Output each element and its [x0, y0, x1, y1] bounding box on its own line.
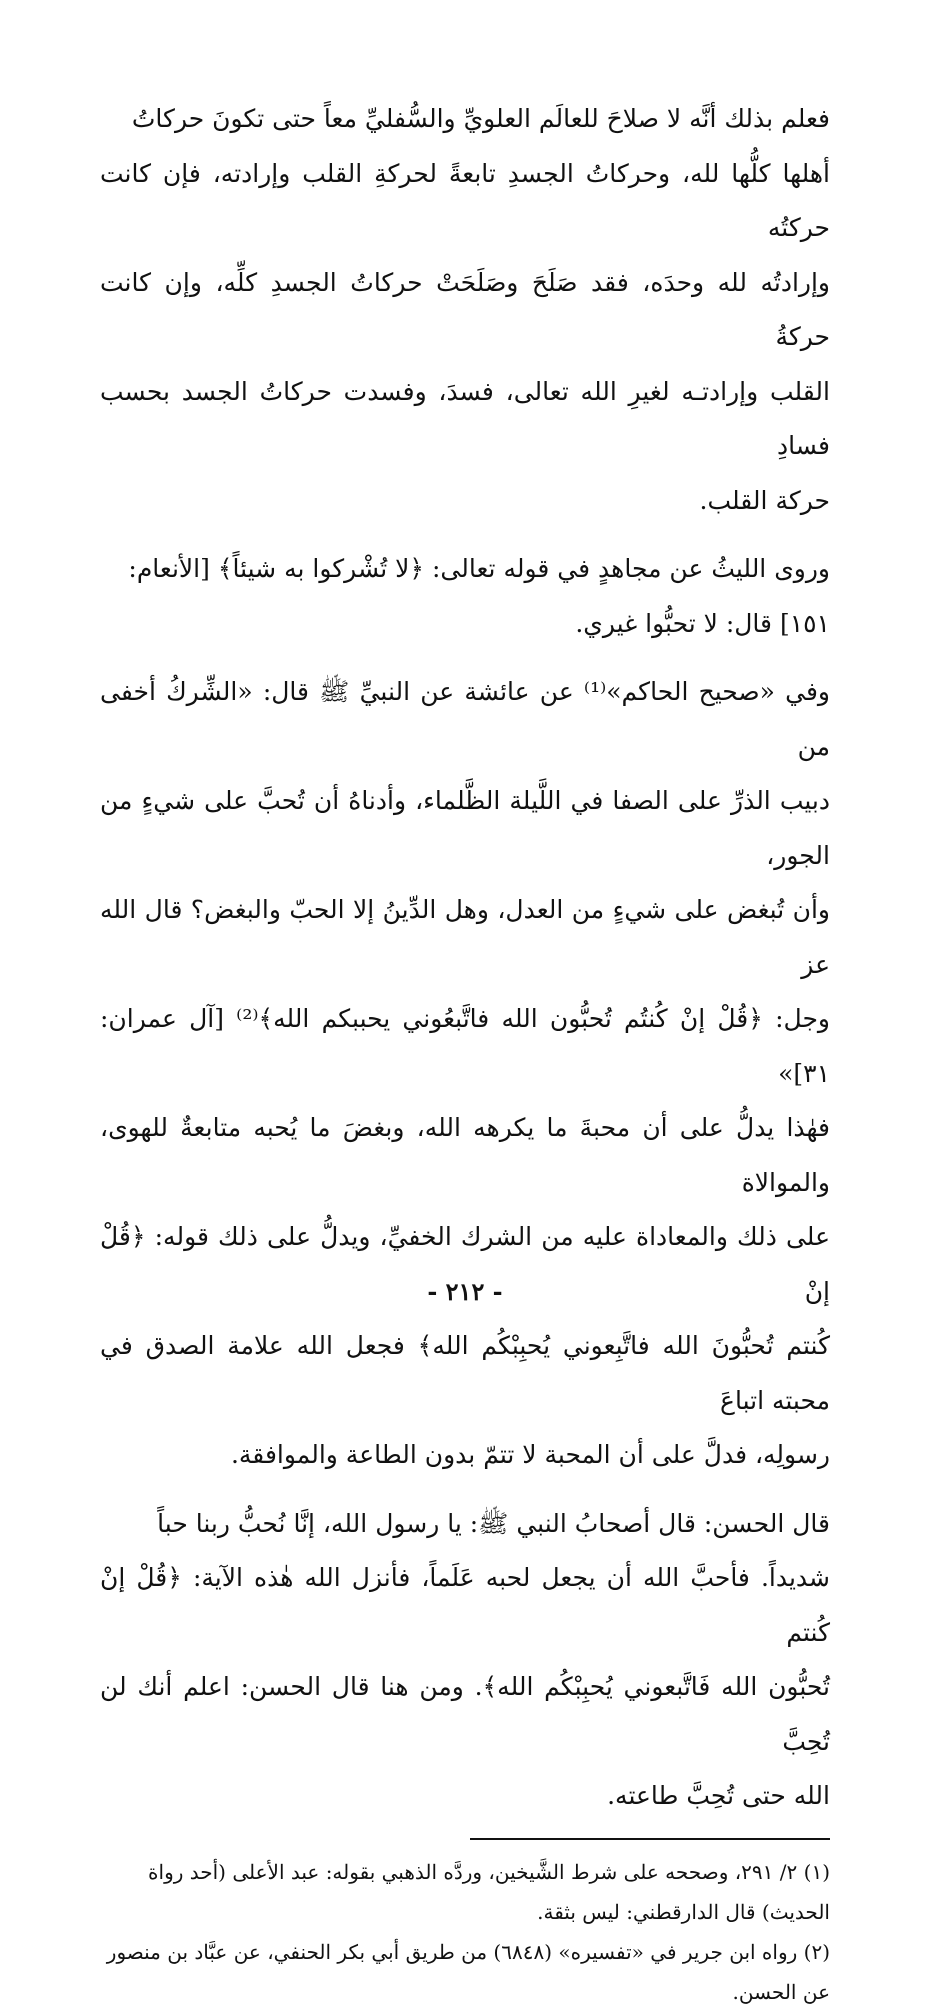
footnote-1 [100, 1852, 830, 1932]
text-line: أهلها كلُّها لله، وحركاتُ الجسدِ تابعةً لحركةِ القلب وإرادته، فإن كانت حركتُه [100, 158, 830, 242]
footnote-divider [470, 1838, 830, 1840]
text-line: وجل: ﴿قُلْ إنْ كُنتُم تُحبُّون الله فاتَّبعُوني يحببكم الله﴾⁽²⁾ [آل عمران: ٣١]» [100, 1004, 830, 1088]
text-line: شديداً. فأحبَّ الله أن يجعل لحبه عَلَماً، فأنزل الله هٰذه الآية: ﴿قُلْ إنْ كُنتم [100, 1563, 830, 1647]
text-line: قال الحسن: قال أصحابُ النبي ﷺ: يا رسول الله، إنَّا نُحبُّ ربنا حباً [157, 1508, 830, 1538]
footnote-line: الحديث) قال الدارقطني: ليس بثقة. [537, 1899, 830, 1924]
text-line: فعلم بذلك أنَّه لا صلاحَ للعالَم العلويِّ والسُّفليِّ معاً حتى تكونَ حركاتُ [131, 104, 830, 133]
page-number: - ٢١٢ - [427, 1277, 503, 1306]
text-line: تُحبُّون الله فَاتَّبعوني يُحبِبْكُم الله﴾. ومن هنا قال الحسن: اعلم أنك لن تُحِبَّ [100, 1672, 830, 1756]
text-line: الله حتى تُحِبَّ طاعته. [607, 1781, 830, 1810]
footnote-line: عن الحسن. [732, 1979, 830, 2004]
text-line: حركة القلب. [699, 485, 830, 515]
paragraph-4 [100, 1497, 830, 1824]
paragraph-2 [100, 542, 830, 651]
text-line: وإرادتُه لله وحدَه، فقد صَلَحَ وصَلَحَتْ حركاتُ الجسدِ كلِّه، وإن كانت حركةُ [100, 267, 830, 351]
paragraph-1 [100, 92, 830, 528]
text-line: ١٥١] قال: لا تحبُّوا غيري. [575, 608, 830, 638]
paragraph-3 [100, 665, 830, 1483]
text-line: وروى الليثُ عن مجاهدٍ في قوله تعالى: ﴿لا تُشْركوا به شيئاً﴾ [الأنعام: [128, 554, 830, 583]
text-line: على ذلك والمعاداة عليه من الشرك الخفيِّ، ويدلُّ على ذلك قوله: ﴿قُلْ إنْ [100, 1222, 830, 1306]
text-line: دبيب الذرِّ على الصفا في اللَّيلة الظَّلماء، وأدناهُ أن تُحبَّ على شيءٍ من الجور، [100, 786, 830, 870]
footnote-line: (١) ٢/ ٢٩١، وصححه على شرط الشَّيخين، وردَّه الذهبي بقوله: عبد الأعلى (أحد رواة [148, 1859, 830, 1884]
text-line: كُنتم تُحبُّونَ الله فاتَّبِعوني يُحبِبْكُم الله﴾ فجعل الله علامة الصدق في محبته اتباعَ [100, 1331, 830, 1415]
footnote-line: (٢) رواه ابن جرير في «تفسيره» (٦٨٤٨) من طريق أبي بكر الحنفي، عن عبَّاد بن منصور [106, 1939, 830, 1964]
text-line: رسولِه، فدلَّ على أن المحبة لا تتمّ بدون الطاعة والموافقة. [230, 1440, 830, 1469]
footnotes [100, 1852, 830, 2012]
text-line: وأن تُبغض على شيءٍ من العدل، وهل الدِّينُ إلا الحبّ والبغض؟ قال الله عز [100, 895, 830, 979]
footnote-2 [100, 1932, 830, 2012]
text-line: وفي «صحيح الحاكم»⁽¹⁾ عن عائشة عن النبيِّ ﷺ قال: «الشِّركُ أخفى من [100, 677, 830, 761]
text-line: القلب وإرادتـه لغيرِ الله تعالى، فسدَ، وفسدت حركاتُ الجسد بحسب فسادِ [100, 376, 830, 460]
text-line: فهٰذا يدلُّ على أن محبةَ ما يكرهه الله، وبغضَ ما يُحبه متابعةٌ للهوى، والموالاة [100, 1113, 830, 1197]
